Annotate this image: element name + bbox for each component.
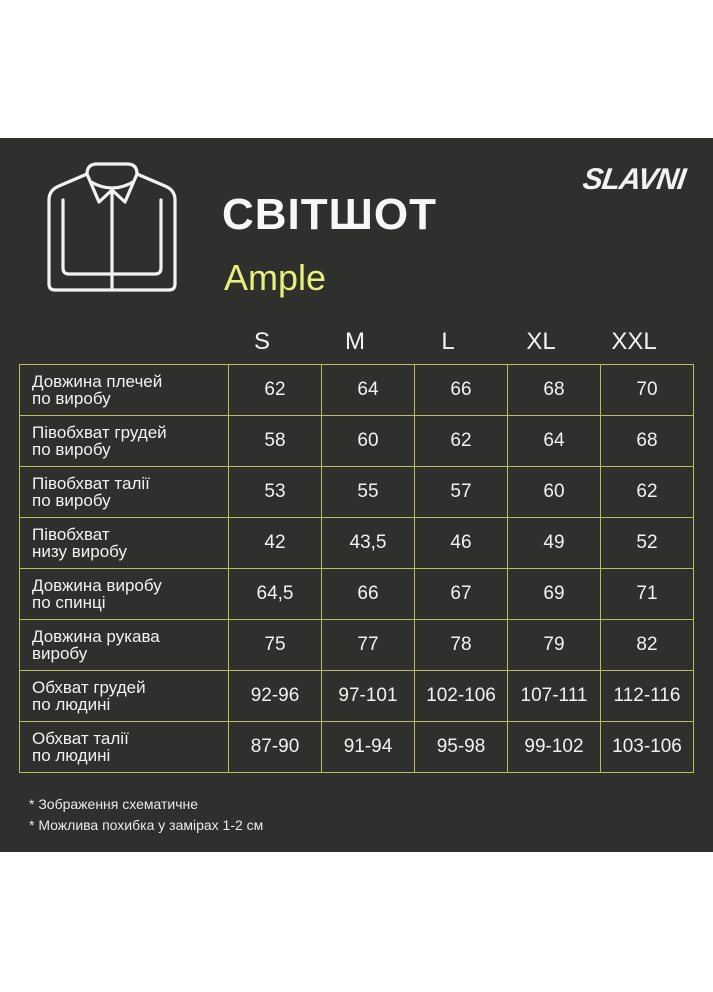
row-label-line: по людині (32, 746, 111, 765)
row-label-line: Довжина плечей (32, 372, 163, 391)
table-cell: 60 (508, 467, 601, 518)
footnotes (29, 794, 263, 836)
table-cell: 77 (322, 620, 415, 671)
table-cell: 58 (229, 416, 322, 467)
size-table (19, 364, 694, 773)
table-cell: 68 (508, 365, 601, 416)
table-cell: 68 (601, 416, 694, 467)
table-cell: 67 (415, 569, 508, 620)
size-header-m: M (345, 328, 365, 355)
row-label-line: по виробу (32, 491, 111, 510)
row-label-line: Півобхват грудей (32, 423, 167, 442)
row-label-line: Півобхват талії (32, 474, 150, 493)
table-cell: 49 (508, 518, 601, 569)
table-cell: 102-106 (415, 671, 508, 722)
table-cell: 66 (415, 365, 508, 416)
table-row (20, 467, 694, 518)
table-cell: 66 (322, 569, 415, 620)
table-cell: 60 (322, 416, 415, 467)
row-label (20, 467, 229, 518)
table-cell: 91-94 (322, 722, 415, 773)
table-cell: 70 (601, 365, 694, 416)
size-header-l: L (441, 328, 455, 355)
size-header-s: S (253, 328, 270, 355)
table-row (20, 722, 694, 773)
table-cell: 69 (508, 569, 601, 620)
table-cell: 97-101 (322, 671, 415, 722)
table-cell: 52 (601, 518, 694, 569)
table-cell: 53 (229, 467, 322, 518)
table-cell: 78 (415, 620, 508, 671)
table-cell: 43,5 (322, 518, 415, 569)
table-cell: 112-116 (601, 671, 694, 722)
table-row (20, 620, 694, 671)
row-label-line: низу виробу (32, 542, 128, 561)
table-cell: 79 (508, 620, 601, 671)
table-row (20, 671, 694, 722)
row-label-line: по виробу (32, 440, 111, 459)
row-label-line: Обхват грудей (32, 678, 146, 697)
table-cell: 75 (229, 620, 322, 671)
table-cell: 46 (415, 518, 508, 569)
table-cell: 71 (601, 569, 694, 620)
footnote-schematic: * Зображення схематичне (29, 796, 199, 812)
row-label-line: по людині (32, 695, 111, 714)
table-row (20, 518, 694, 569)
product-title: СВІТШОТ (222, 190, 437, 239)
row-label (20, 620, 229, 671)
table-cell: 62 (415, 416, 508, 467)
row-label-line: Півобхват (32, 525, 110, 544)
table-cell: 64,5 (229, 569, 322, 620)
footnote-tolerance: * Можлива похибка у замірах 1-2 см (29, 817, 264, 833)
size-header-xxl: XXL (611, 328, 657, 355)
sweatshirt-outline-icon (45, 160, 179, 294)
table-cell: 64 (322, 365, 415, 416)
row-label-line: виробу (32, 644, 88, 663)
table-row (20, 365, 694, 416)
row-label-line: Довжина виробу (32, 576, 162, 595)
row-label (20, 569, 229, 620)
table-cell: 95-98 (415, 722, 508, 773)
table-cell: 82 (601, 620, 694, 671)
table-cell: 103-106 (601, 722, 694, 773)
row-label-line: по спинці (32, 593, 106, 612)
product-fit-subtitle: Ample (224, 257, 327, 298)
table-cell: 99-102 (508, 722, 601, 773)
table-cell: 64 (508, 416, 601, 467)
table-cell: 42 (229, 518, 322, 569)
brand-logo: SLAVNI (580, 163, 688, 196)
table-cell: 55 (322, 467, 415, 518)
table-cell: 92-96 (229, 671, 322, 722)
row-label (20, 671, 229, 722)
table-cell: 62 (601, 467, 694, 518)
table-row (20, 569, 694, 620)
table-row (20, 416, 694, 467)
size-header-xl: XL (526, 328, 556, 355)
row-label (20, 365, 229, 416)
row-label-line: Довжина рукава (32, 627, 160, 646)
row-label-line: по виробу (32, 389, 111, 408)
table-cell: 57 (415, 467, 508, 518)
table-cell: 87-90 (229, 722, 322, 773)
size-chart-panel (0, 138, 713, 852)
row-label-line: Обхват талії (32, 729, 129, 748)
row-label (20, 416, 229, 467)
table-cell: 62 (229, 365, 322, 416)
row-label (20, 518, 229, 569)
table-cell: 107-111 (508, 671, 601, 722)
row-label (20, 722, 229, 773)
